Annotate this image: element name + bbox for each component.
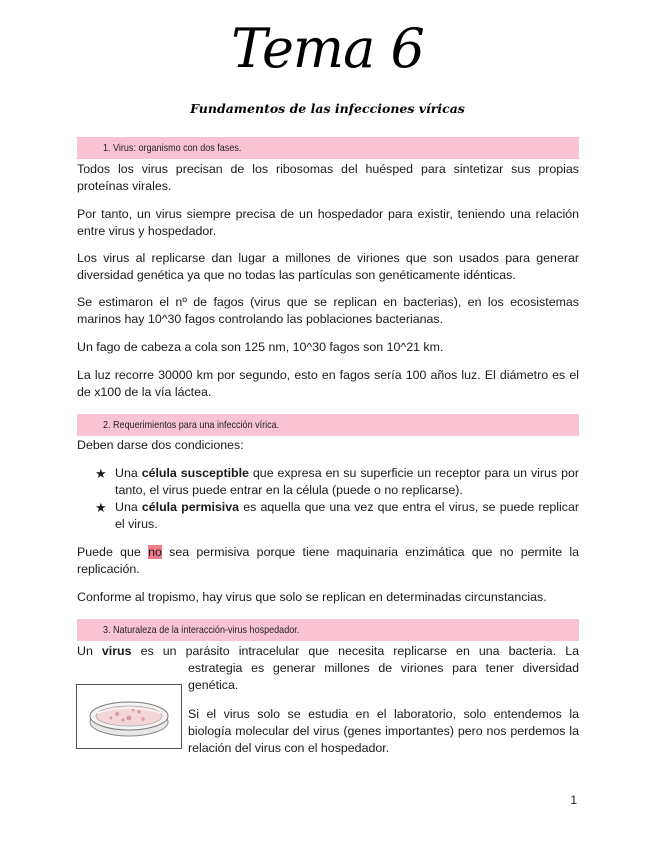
section-heading-2-label: 2. Requerimientos para una infección vírica. [103,419,280,431]
paragraph-phages-count: Se estimaron el nº de fagos (virus que se replican en bacterias), en los ecosistemas marinos hay 10^30 fagos controlando las poblaciones bacterianas. [77,295,579,326]
paragraph-virus-strategy: estrategia es generar millones de viriones para tener diversidad genética. [188,661,579,692]
paragraph-permissive: Puede que no sea permisiva porque tiene maquinaria enzimática que no permite la replicación. [77,545,580,576]
star-icon: ★ [95,466,107,481]
paragraph-lab-study: Si el virus solo se estudia en el laboratorio, solo entendemos la biología molecular del virus (genes importantes) pero nos perdemos la relación del virus con el hospedador. [188,707,579,755]
section-heading-3-label: 3. Naturaleza de la interacción-virus hospedador. [103,624,300,636]
star-icon: ★ [95,500,107,515]
paragraph-conditions: Deben darse dos condiciones: [77,438,244,452]
paragraph-virus-line1: Un virus es un parásito intracelular que necesita replicarse en una bacteria. La [77,644,579,658]
list-item [95,499,579,533]
paragraph-ribosomes: Todos los virus precisan de los ribosomas del huésped para sintetizar sus propias proteínas virales. [77,162,579,193]
petri-dish-image [76,684,182,749]
highlighted-word: no [148,545,162,559]
section-heading-1-label: 1. Virus: organismo con dos fases. [103,142,242,154]
list-item-text: Una célula permisiva es aquella que una vez que entra el virus, se puede replicar el virus. [115,500,579,531]
paragraph-light: La luz recorre 30000 km por segundo, esto en fagos sería 100 años luz. El diámetro es el de x100 de la vía láctea. [77,368,579,399]
section-heading-3 [77,619,579,641]
paragraph-host: Por tanto, un virus siempre precisa de un hospedador para existir, teniendo una relación entre virus y hospedador. [77,207,579,238]
petri-dish-icon [77,685,181,748]
section-heading-1 [77,137,579,159]
paragraph-phage-size: Un fago de cabeza a cola son 125 nm, 10^30 fagos son 10^21 km. [77,340,444,354]
paragraph-diversity: Los virus al replicarse dan lugar a millones de viriones que son usados para generar diversidad genética ya que no todas las partículas son genéticamente idénticas. [77,251,579,282]
list-item-text: Una célula susceptible que expresa en su superficie un receptor para un virus por tanto, el virus puede entrar en la célula (puede o no replicarse). [115,466,579,497]
section-heading-2 [77,414,579,436]
page-number: 1 [570,793,577,807]
list-item [95,465,579,499]
page-subtitle: Fundamentos de las infecciones víricas [190,101,465,116]
paragraph-tropism: Conforme al tropismo, hay virus que solo se replican en determinadas circunstancias. [77,590,547,604]
page-title: Tema 6 [231,17,424,80]
